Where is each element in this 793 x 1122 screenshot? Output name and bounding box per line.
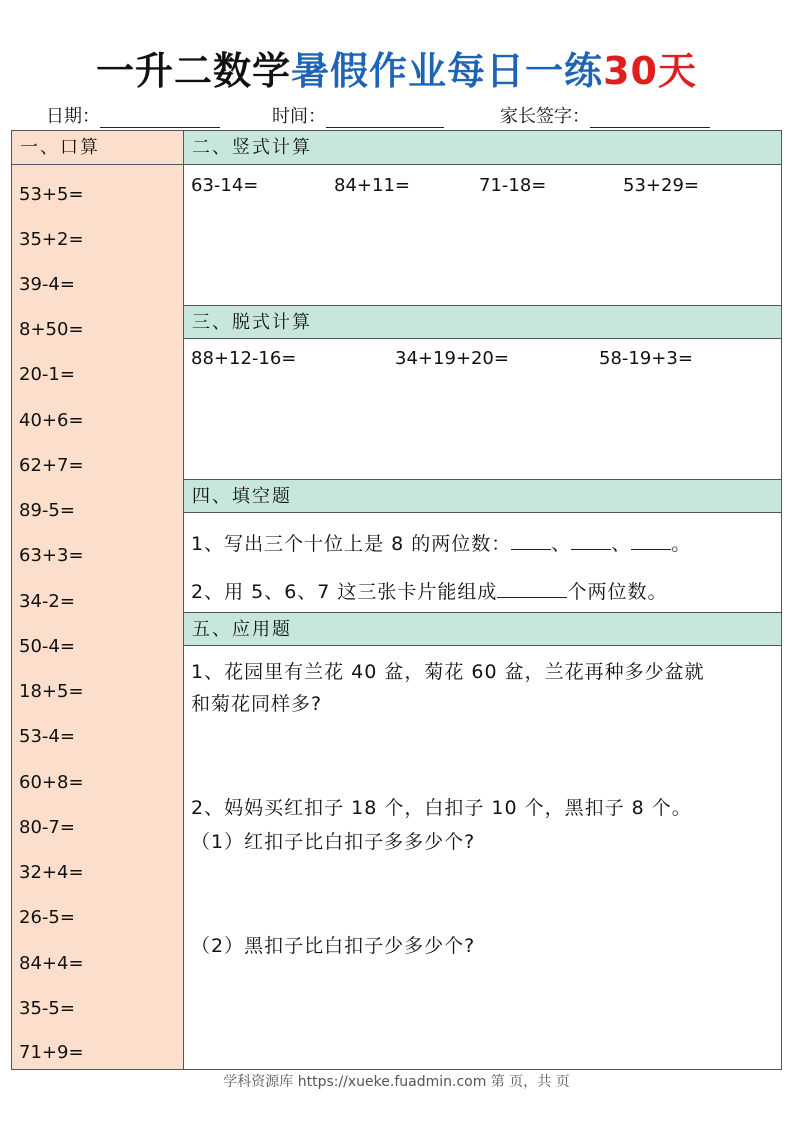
oral-column	[12, 131, 184, 1069]
oral-item: 18+5=	[19, 681, 84, 702]
oral-item: 89-5=	[19, 500, 75, 521]
word-q1-line1: 1、花园里有兰花 40 盆，菊花 60 盆，兰花再种多少盆就	[191, 661, 705, 683]
parent-blank[interactable]	[590, 109, 710, 128]
worksheet-frame	[11, 130, 782, 1070]
oral-item: 8+50=	[19, 319, 84, 340]
vertical-item: 84+11=	[334, 175, 410, 196]
oral-item: 53+5=	[19, 184, 84, 205]
fill-q1-sep: 、	[611, 533, 632, 555]
fill-q2-blank[interactable]	[497, 579, 567, 598]
title-part1: 一升二数学	[96, 49, 292, 93]
oral-item: 20-1=	[19, 364, 75, 385]
time-field[interactable]	[272, 102, 444, 128]
fill-q1-text: 1、写出三个十位上是 8 的两位数：	[191, 533, 512, 555]
parent-signature-field[interactable]	[500, 102, 710, 128]
oral-item: 35+2=	[19, 229, 84, 250]
vertical-heading: 二、竖式计算	[184, 131, 781, 165]
oral-item: 40+6=	[19, 410, 84, 431]
oral-item: 39-4=	[19, 274, 75, 295]
fill-q2-end: 个两位数。	[567, 581, 668, 603]
vertical-item: 53+29=	[623, 175, 699, 196]
title-part3: 30天	[603, 49, 697, 93]
fill-heading: 四、填空题	[184, 479, 781, 513]
oral-item: 35-5=	[19, 998, 75, 1019]
vertical-item: 71-18=	[479, 175, 547, 196]
oral-item: 71+9=	[19, 1042, 84, 1063]
fill-q1-end: 。	[671, 533, 692, 555]
oral-item: 62+7=	[19, 455, 84, 476]
header-row	[0, 102, 793, 128]
oral-item: 53-4=	[19, 726, 75, 747]
date-blank[interactable]	[100, 109, 220, 128]
oral-heading: 一、口算	[12, 131, 183, 165]
date-field[interactable]	[46, 102, 220, 128]
oral-item: 32+4=	[19, 862, 84, 883]
fill-q2-text: 2、用 5、6、7 这三张卡片能组成	[191, 581, 498, 603]
oral-item: 80-7=	[19, 817, 75, 838]
fill-q1-sep: 、	[551, 533, 572, 555]
mixed-item: 34+19+20=	[395, 348, 509, 369]
fill-question-2	[191, 577, 667, 604]
fill-q1-blank-1[interactable]	[511, 531, 551, 550]
fill-q1-blank-3[interactable]	[631, 531, 671, 550]
mixed-heading: 三、脱式计算	[184, 305, 781, 339]
word-q2-sub2: （2）黑扣子比白扣子少多少个?	[191, 935, 476, 957]
oral-item: 26-5=	[19, 907, 75, 928]
date-label: 日期：	[46, 106, 100, 127]
oral-item: 34-2=	[19, 591, 75, 612]
oral-item: 63+3=	[19, 545, 84, 566]
mixed-item: 58-19+3=	[599, 348, 693, 369]
title-part2: 暑假作业每日一练	[291, 49, 604, 93]
time-label: 时间：	[272, 106, 326, 127]
oral-item: 50-4=	[19, 636, 75, 657]
oral-item: 60+8=	[19, 772, 84, 793]
word-q1-line2: 和菊花同样多?	[191, 693, 323, 715]
parent-label: 家长签字：	[500, 106, 590, 127]
fill-question-1	[191, 529, 691, 556]
time-blank[interactable]	[326, 109, 444, 128]
page-title	[0, 40, 793, 95]
fill-q1-blank-2[interactable]	[571, 531, 611, 550]
oral-item: 84+4=	[19, 953, 84, 974]
vertical-item: 63-14=	[191, 175, 259, 196]
word-q2-line1: 2、妈妈买红扣子 18 个，白扣子 10 个，黑扣子 8 个。	[191, 797, 692, 819]
word-heading: 五、应用题	[184, 612, 781, 646]
footer-text: 学科资源库 https://xueke.fuadmin.com 第 页，共 页	[223, 1074, 570, 1090]
mixed-item: 88+12-16=	[191, 348, 297, 369]
word-q2-sub1: （1）红扣子比白扣子多多少个?	[191, 831, 476, 853]
